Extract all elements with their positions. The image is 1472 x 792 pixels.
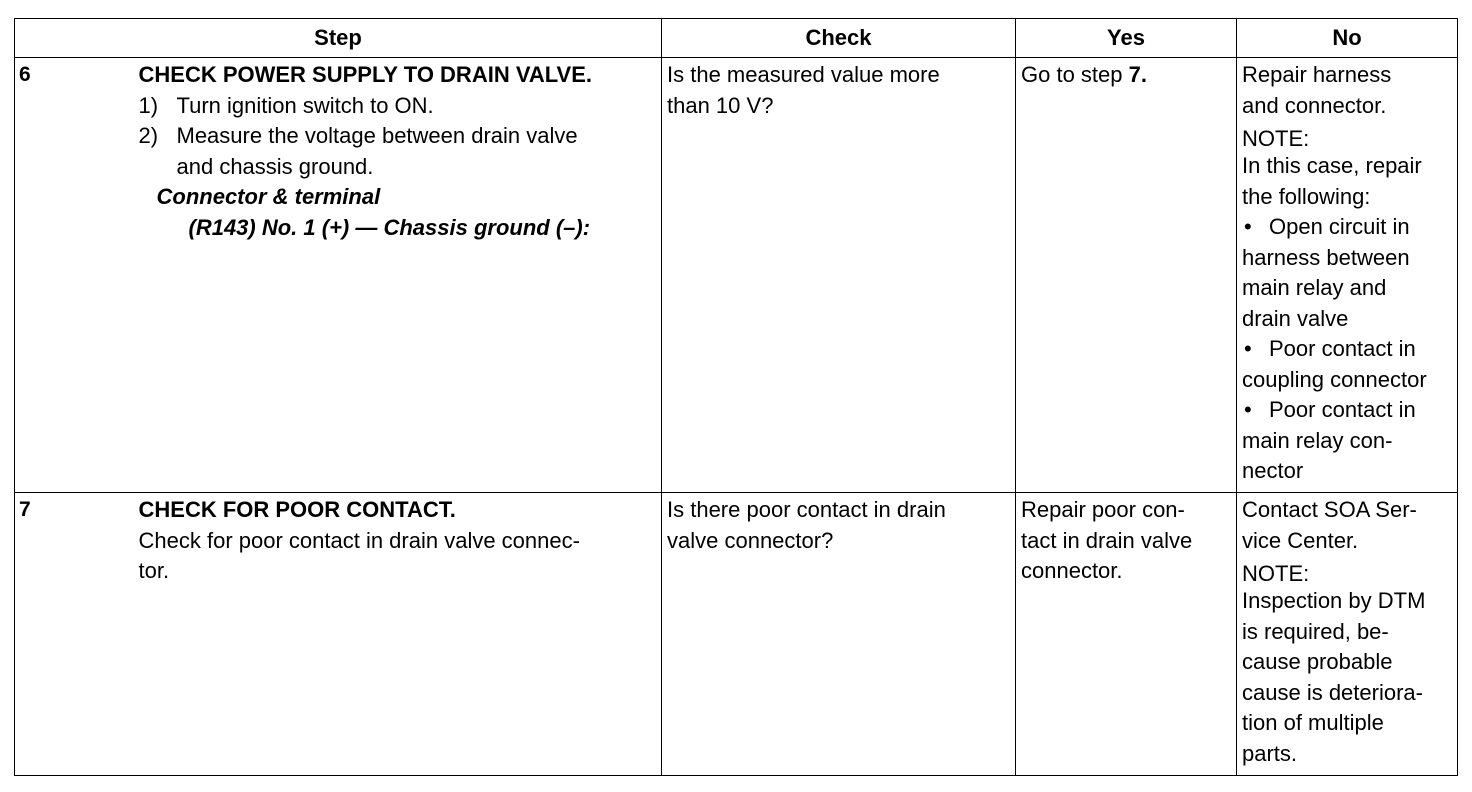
bullet-icon: • (1244, 214, 1252, 239)
check-line: valve connector? (667, 527, 834, 553)
note-label: NOTE: (1242, 126, 1310, 151)
bullet-item (1242, 212, 1453, 243)
step-body-line: Check for poor contact in drain valve connec- (138, 527, 580, 553)
connector-title: Connector & terminal (156, 184, 381, 209)
substep-2 (139, 121, 658, 182)
yes-line: connector. (1021, 558, 1123, 583)
step-body-line: tor. (138, 558, 170, 583)
no-cell (1237, 58, 1458, 493)
yes-cell (1016, 493, 1237, 776)
yes-cell (1016, 58, 1237, 493)
table-row-step-7 (15, 493, 1458, 776)
note-line: tion of multiple (1242, 710, 1384, 735)
bullet-icon: • (1244, 397, 1252, 422)
connector-terminal: (R143) No. 1 (+) — Chassis ground (–): (188, 214, 591, 240)
header-yes: Yes (1016, 19, 1237, 58)
bullet-item (1242, 334, 1453, 365)
no-cell (1237, 493, 1458, 776)
no-line: and connector. (1242, 92, 1387, 118)
step-cell (138, 493, 662, 776)
step-title: CHECK POWER SUPPLY TO DRAIN VALVE. (138, 62, 593, 87)
bullet-line: main relay con- (1242, 427, 1393, 453)
step-number: 7 (15, 493, 138, 776)
bullet-text: Open circuit in (1269, 214, 1410, 239)
check-cell (662, 493, 1016, 776)
substep-text: Turn ignition switch to ON. (176, 92, 434, 118)
note-line: cause probable (1242, 649, 1393, 674)
step-number: 6 (15, 58, 138, 493)
note-line: In this case, repair (1242, 153, 1422, 178)
note-line: Inspection by DTM (1242, 588, 1426, 613)
substep-text-line: and chassis ground. (176, 153, 374, 179)
note-line: parts. (1242, 740, 1298, 766)
step-cell (138, 58, 662, 493)
bullet-line: nector (1242, 458, 1304, 483)
check-line: than 10 V? (667, 92, 774, 118)
substep-1 (139, 91, 658, 122)
yes-step-ref: 7. (1128, 62, 1147, 87)
substep-number: 1) (138, 92, 159, 118)
substep-number: 2) (138, 123, 159, 148)
substep-text (177, 121, 578, 182)
diagnostic-table (14, 18, 1458, 776)
bullet-icon: • (1244, 336, 1252, 361)
bullet-line: drain valve (1242, 305, 1349, 331)
no-line: Repair harness (1242, 62, 1392, 87)
check-line: Is there poor contact in drain (667, 497, 946, 522)
bullet-line: harness between (1242, 244, 1410, 270)
yes-line: Repair poor con- (1021, 497, 1185, 522)
bullet-text: Poor contact in (1269, 397, 1416, 422)
header-no: No (1237, 19, 1458, 58)
check-line: Is the measured value more (667, 62, 940, 87)
bullet-line: main relay and (1242, 275, 1387, 300)
bullet-item (1242, 395, 1453, 426)
note-line: the following: (1242, 183, 1371, 209)
note-line: cause is deteriora- (1242, 679, 1423, 705)
yes-line: tact in drain valve (1021, 527, 1193, 553)
bullet-text: Poor contact in (1269, 336, 1416, 361)
step-title: CHECK FOR POOR CONTACT. (138, 497, 456, 522)
header-row (15, 19, 1458, 58)
table-row-step-6 (15, 58, 1458, 493)
header-check: Check (662, 19, 1016, 58)
note-label: NOTE: (1242, 561, 1310, 586)
header-step: Step (15, 19, 662, 58)
no-line: Contact SOA Ser- (1242, 497, 1417, 522)
no-line: vice Center. (1242, 527, 1359, 553)
check-cell (662, 58, 1016, 493)
bullet-line: coupling connector (1242, 366, 1427, 392)
note-line: is required, be- (1242, 618, 1389, 644)
yes-text: Go to step (1021, 62, 1129, 87)
substep-text-line: Measure the voltage between drain valve (176, 123, 578, 148)
